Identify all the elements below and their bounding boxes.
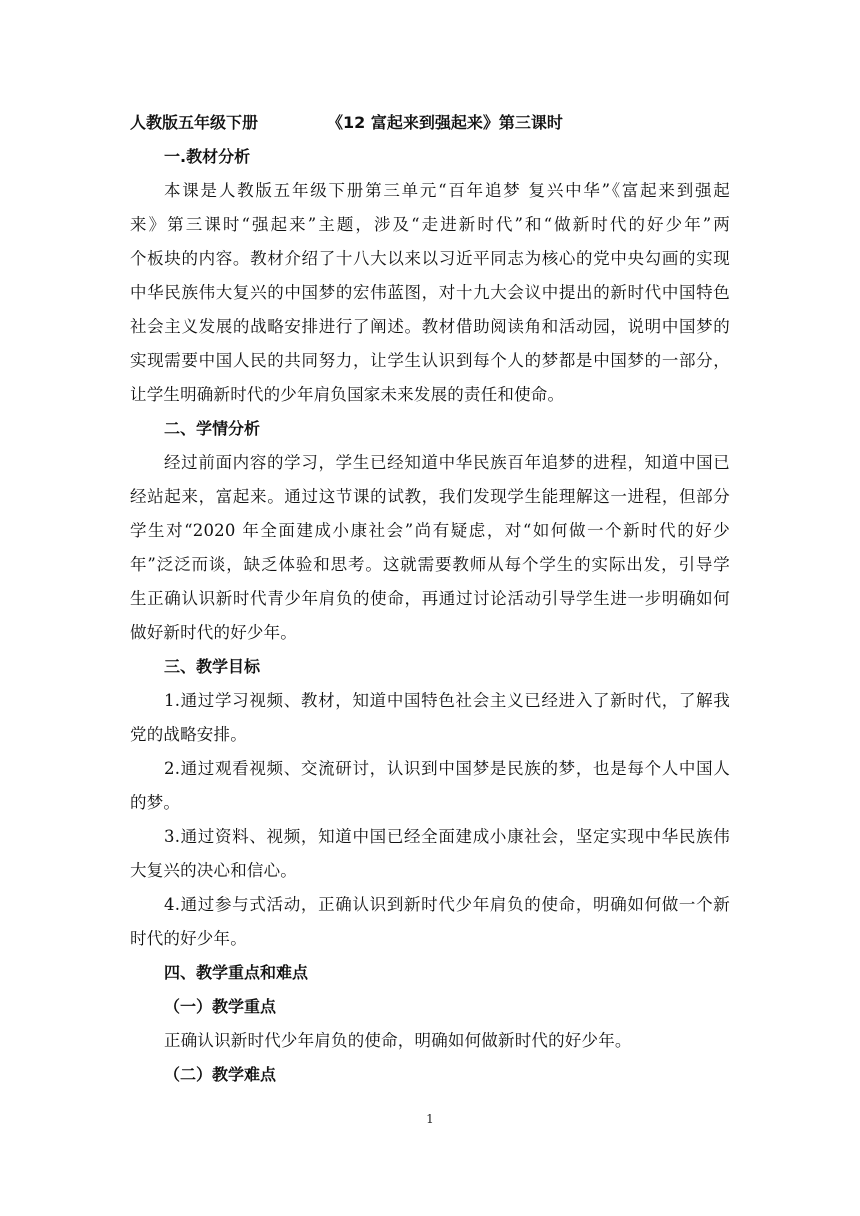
paragraph-line: 实现需要中国人民的共同努力，让学生认识到每个人的梦都是中国梦的一部分， (130, 351, 730, 370)
paragraph-line: 年”泛泛而谈，缺乏体验和思考。这就需要教师从每个学生的实际出发，引导学 (130, 555, 730, 574)
goal-line: 1.通过学习视频、教材，知道中国特色社会主义已经进入了新时代，了解我 (164, 691, 730, 710)
goal-line: 的梦。 (130, 793, 181, 812)
section-heading-textbook-analysis: 一.教材分析 (164, 147, 251, 166)
paragraph-line: 社会主义发展的战略安排进行了阐述。教材借助阅读角和活动园，说明中国梦的 (130, 317, 730, 336)
paragraph-line: 学生对“2020 年全面建成小康社会”尚有疑虑，对“如何做一个新时代的好少 (130, 521, 730, 540)
goal-line: 时代的好少年。 (130, 929, 247, 948)
subheading-key-point: （一）教学重点 (164, 997, 277, 1016)
goal-line: 3.通过资料、视频，知道中国已经全面建成小康社会，坚定实现中华民族伟 (164, 827, 730, 846)
paragraph-line: 个板块的内容。教材介绍了十八大以来以习近平同志为核心的党中央勾画的实现 (130, 249, 730, 268)
section-heading-key-points: 四、教学重点和难点 (164, 963, 309, 982)
goal-line: 党的战略安排。 (130, 725, 247, 744)
goal-line: 4.通过参与式活动，正确认识到新时代少年肩负的使命，明确如何做一个新 (164, 895, 730, 914)
key-point-text: 正确认识新时代少年肩负的使命，明确如何做新时代的好少年。 (164, 1031, 632, 1050)
page-number: 1 (426, 1112, 434, 1126)
section-heading-learner-analysis: 二、学情分析 (164, 419, 261, 438)
paragraph-line: 来》第三课时“强起来”主题，涉及“走进新时代”和“做新时代的好少年”两 (130, 215, 730, 234)
paragraph-line: 中华民族伟大复兴的中国梦的宏伟蓝图，对十九大会议中提出的新时代中国特色 (130, 283, 730, 302)
paragraph-line: 经站起来，富起来。通过这节课的试教，我们发现学生能理解这一进程，但部分 (130, 487, 730, 506)
subheading-difficulty: （二）教学难点 (164, 1065, 277, 1084)
paragraph-line: 让学生明确新时代的少年肩负国家未来发展的责任和使命。 (130, 385, 565, 404)
goal-line: 2.通过观看视频、交流研讨，认识到中国梦是民族的梦，也是每个人中国人 (164, 759, 730, 778)
goal-line: 大复兴的决心和信心。 (130, 861, 297, 880)
paragraph-line: 生正确认识新时代青少年肩负的使命，再通过讨论活动引导学生进一步明确如何 (130, 589, 730, 608)
paragraph-line: 经过前面内容的学习，学生已经知道中华民族百年追梦的进程，知道中国已 (164, 453, 730, 472)
grade-label: 人教版五年级下册 (130, 113, 259, 132)
paragraph-line: 本课是人教版五年级下册第三单元“百年追梦 复兴中华”《富起来到强起 (164, 181, 730, 200)
section-heading-teaching-goals: 三、教学目标 (164, 657, 261, 676)
paragraph-line: 做好新时代的好少年。 (130, 623, 297, 642)
lesson-title: 《12 富起来到强起来》第三课时 (327, 113, 563, 132)
